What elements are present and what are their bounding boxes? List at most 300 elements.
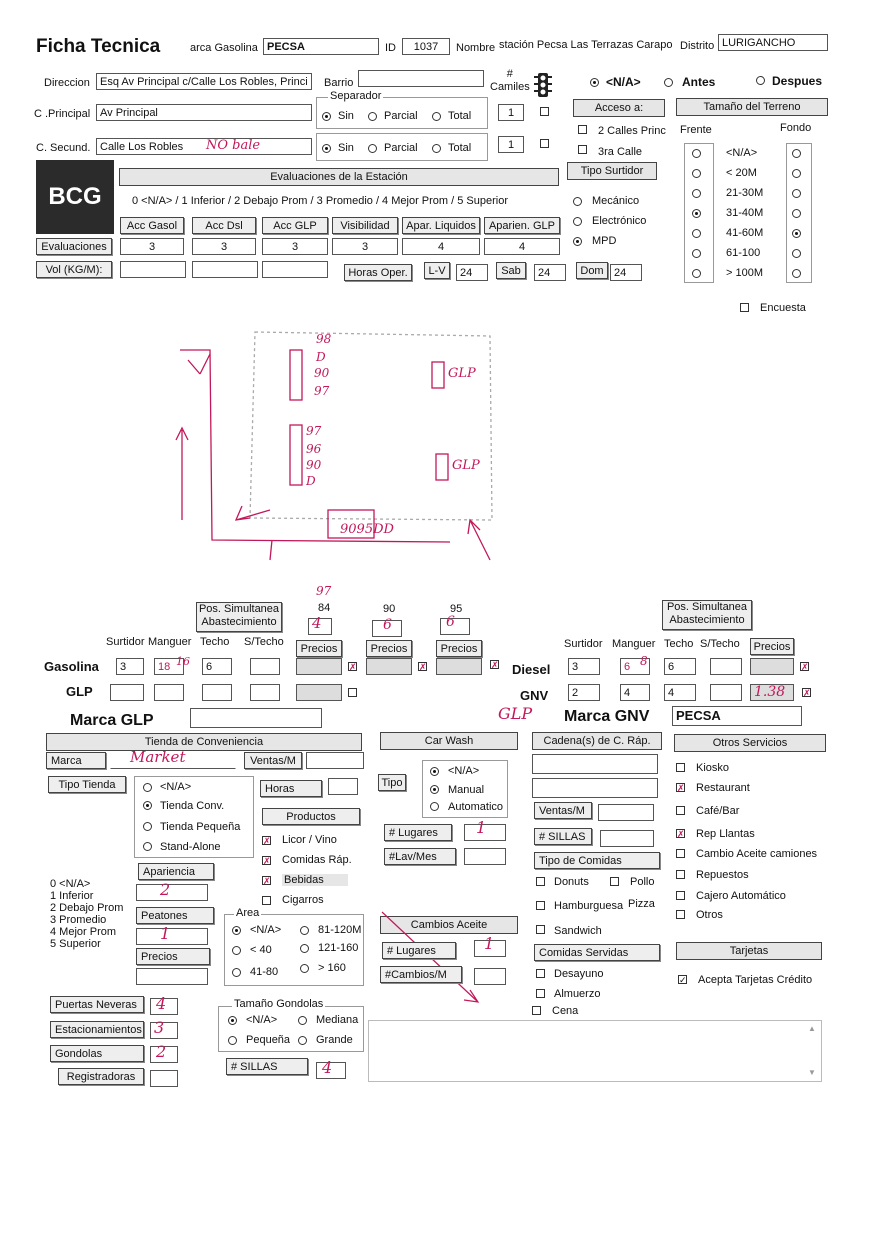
diesel-stecho-field[interactable]	[710, 658, 742, 675]
timing-despues-label: Despues	[772, 74, 823, 88]
sep2-parcial-label: Parcial	[384, 142, 418, 154]
gas-precios-90-header: Precios	[366, 640, 412, 657]
sep1-parcial-radio[interactable]	[368, 112, 377, 121]
cambios-m-field[interactable]	[474, 968, 506, 985]
tipo-comidas-label: Tipo de Comidas	[534, 852, 660, 869]
gas-pos-simul-label: Pos. Simultanea Abastecimiento	[196, 602, 282, 632]
cambios-m-label: #Cambios/M	[380, 966, 462, 983]
area-lt40-label: < 40	[250, 944, 272, 956]
evaluaciones-row-label: Evaluaciones	[36, 238, 112, 255]
tarjetas-header: Tarjetas	[676, 942, 822, 960]
otros-check-1[interactable]: ✗	[677, 783, 685, 793]
vol-field-3[interactable]	[262, 261, 328, 278]
gondola-pequena-radio[interactable]	[228, 1036, 237, 1045]
tienda-horas-field[interactable]	[328, 778, 358, 795]
registradoras-label: Registradoras	[58, 1068, 144, 1085]
comida-hamburguesa-label: Hamburguesa	[554, 900, 624, 912]
barrio-field[interactable]	[358, 70, 484, 87]
encuesta-label: Encuesta	[760, 302, 806, 314]
carwash-automatico-radio[interactable]	[430, 802, 439, 811]
eval-col-label-3: Visibilidad	[332, 217, 398, 234]
surtidor-mpd-label: MPD	[592, 235, 617, 247]
gnv-precio-note: 1.38	[754, 684, 786, 700]
estacionamientos-value: 3	[154, 1018, 165, 1037]
terreno-fondo-radio-1[interactable]	[792, 169, 801, 178]
notes-scroll-down-icon[interactable]: ▼	[808, 1068, 816, 1077]
carwash-na-radio[interactable]	[430, 767, 439, 776]
area-na-label: <N/A>	[250, 924, 282, 936]
comida-pollo-check[interactable]	[610, 877, 619, 886]
apariencia-label: Apariencia	[138, 863, 214, 880]
producto-comidas-check[interactable]: ✗	[263, 856, 271, 866]
terreno-option-label-2: 21-30M	[726, 187, 764, 199]
gas-precio-95-check[interactable]: ✗	[491, 660, 499, 670]
terreno-fondo-label: Fondo	[780, 122, 812, 134]
gnv-stecho-field[interactable]	[710, 684, 742, 701]
site-sketch	[170, 320, 510, 580]
comida-sandwich-check[interactable]	[536, 925, 545, 934]
timing-na-label: <N/A>	[606, 75, 641, 89]
gondolas-label: Gondolas	[50, 1045, 144, 1062]
tienda-ventas-field[interactable]	[306, 752, 364, 769]
nombre-label: Nombre	[456, 42, 496, 54]
eval-col-value-2[interactable]: 3	[262, 238, 328, 255]
camiles-field-2[interactable]: 1	[498, 136, 524, 153]
secund-handwritten-note: NO bale	[206, 138, 261, 153]
otros-check-4[interactable]	[676, 849, 685, 858]
otros-check-5[interactable]	[676, 870, 685, 879]
dom-label: Dom	[576, 262, 608, 279]
col-84-label: 84	[318, 602, 331, 614]
camiles-label: # Camiles	[490, 68, 530, 93]
gas-manguer-header: Manguer	[148, 636, 192, 648]
carwash-automatico-label: Automatico	[448, 801, 504, 813]
cambios-aceite-header: Cambios Aceite	[380, 916, 518, 934]
cambios-strike	[380, 910, 490, 1010]
servida-cena-label: Cena	[552, 1005, 579, 1017]
horas-oper-label: Horas Oper.	[344, 264, 412, 281]
producto-cigarros-check[interactable]	[262, 896, 271, 905]
otros-label-0: Kiosko	[696, 762, 730, 774]
carwash-lugares-value: 1	[476, 818, 487, 837]
surtidor-mecanico-radio[interactable]	[573, 197, 582, 206]
glp-manguer-field[interactable]	[154, 684, 184, 701]
glp-precio-field[interactable]	[296, 684, 342, 701]
terreno-frente-radio-4[interactable]	[692, 229, 701, 238]
gnv-manguer-field[interactable]: 4	[620, 684, 650, 701]
diesel-surtidor-header: Surtidor	[564, 638, 603, 650]
apariencia-value: 2	[160, 880, 171, 899]
otros-label-5: Repuestos	[696, 869, 749, 881]
terreno-option-label-5: 61-100	[726, 247, 761, 259]
eval-col-value-3[interactable]: 3	[332, 238, 398, 255]
comida-pizza-label: Pizza	[628, 898, 655, 910]
acceso-2calles-check[interactable]	[578, 125, 587, 134]
terreno-option-label-4: 41-60M	[726, 227, 764, 239]
gas-stecho-header: S/Techo	[244, 636, 284, 648]
tienda-sillas-value: 4	[322, 1058, 333, 1077]
separador-label: Separador	[330, 90, 382, 102]
otros-label-2: Café/Bar	[696, 805, 740, 817]
surtidor-mecanico-label: Mecánico	[592, 195, 640, 207]
traffic-light-icon	[534, 72, 552, 98]
lv-field[interactable]: 24	[456, 264, 488, 281]
otros-check-7[interactable]	[676, 910, 685, 919]
carwash-na-label: <N/A>	[448, 765, 480, 777]
diesel-pos-simul-label: Pos. Simultanea Abastecimiento	[662, 600, 752, 630]
tienda-sillas-label: # SILLAS	[226, 1058, 308, 1075]
precios-field[interactable]	[136, 968, 208, 985]
puertas-value: 4	[156, 994, 167, 1013]
gondola-na-radio[interactable]	[228, 1016, 237, 1025]
otros-check-0[interactable]	[676, 763, 685, 772]
surtidor-electronico-radio[interactable]	[573, 217, 582, 226]
precios-label: Precios	[136, 948, 210, 965]
peatones-field[interactable]	[136, 928, 208, 945]
gasolina-label: Gasolina	[44, 659, 99, 674]
page-title: Ficha Tecnica	[36, 36, 161, 57]
sep2-sin-radio[interactable]	[322, 144, 331, 153]
tienda-marca-value: Market	[130, 748, 186, 766]
gas-manguer-note: 16	[176, 655, 190, 668]
tarjetas-check[interactable]: ✓	[679, 975, 687, 985]
camiles-field-1[interactable]: 1	[498, 104, 524, 121]
gas-stecho-field[interactable]	[250, 658, 280, 675]
gas-surtidor-field[interactable]: 3	[116, 658, 144, 675]
scale-0: 0 <N/A>	[50, 878, 91, 890]
gnv-techo-field[interactable]: 4	[664, 684, 696, 701]
producto-bebidas-label: Bebidas	[282, 874, 348, 886]
cadena-ventas-label: Ventas/M	[534, 802, 592, 819]
bcg-logo	[36, 160, 114, 234]
terreno-fondo-radio-2[interactable]	[792, 189, 801, 198]
otros-servicios-header: Otros Servicios	[674, 734, 826, 752]
otros-label-4: Cambio Aceite camiones	[696, 848, 818, 860]
camiles-check-1[interactable]	[540, 107, 549, 116]
productos-header: Productos	[262, 808, 360, 825]
carwash-header: Car Wash	[380, 732, 518, 750]
sep1-total-radio[interactable]	[432, 112, 441, 121]
gondola-grande-label: Grande	[316, 1034, 353, 1046]
terreno-frente-radio-5[interactable]	[692, 249, 701, 258]
gas-techo-field[interactable]: 6	[202, 658, 232, 675]
gas-surtidor-header: Surtidor	[106, 636, 145, 648]
tienda-tipo-na-label: <N/A>	[160, 781, 192, 793]
carwash-lavmes-label: #Lav/Mes	[384, 848, 456, 865]
servida-desayuno-check[interactable]	[536, 969, 545, 978]
terreno-fondo-radio-4[interactable]	[792, 229, 801, 238]
terreno-frente-radio-1[interactable]	[692, 169, 701, 178]
estacionamientos-label: Estacionamientos	[50, 1021, 144, 1038]
marca-gasolina-label: arca Gasolina	[190, 42, 258, 54]
notes-scroll-up-icon[interactable]: ▲	[808, 1024, 816, 1033]
diesel-label: Diesel	[512, 662, 551, 677]
sketch-glp-bottom: GLP	[452, 458, 480, 473]
acceso-header: Acceso a:	[573, 99, 665, 117]
scale-2: 2 Debajo Prom	[50, 902, 124, 914]
sep2-total-label: Total	[448, 142, 472, 154]
tienda-horas-label: Horas	[260, 780, 322, 797]
timing-na-radio[interactable]	[590, 78, 599, 87]
sep1-sin-label: Sin	[338, 110, 354, 122]
scale-3: 3 Promedio	[50, 914, 107, 926]
tienda-ventas-label: Ventas/M	[244, 752, 302, 769]
gondola-grande-radio[interactable]	[298, 1036, 307, 1045]
tienda-tipo-pequena-label: Tienda Pequeña	[160, 821, 241, 833]
gas-precio-90-field[interactable]	[366, 658, 412, 675]
eval-col-value-0[interactable]: 3	[120, 238, 184, 255]
col-95-label: 95	[450, 603, 463, 615]
id-field[interactable]: 1037	[402, 38, 450, 55]
cadena-ventas-field[interactable]	[598, 804, 654, 821]
terreno-frente-radio-3[interactable]	[692, 209, 701, 218]
servida-almuerzo-label: Almuerzo	[554, 988, 601, 1000]
glp-surtidor-field[interactable]	[110, 684, 144, 701]
sketch-pump-top-2: D	[316, 350, 326, 364]
gas-97-note: 97	[316, 584, 332, 598]
gas-precios-95-header: Precios	[436, 640, 482, 657]
terreno-fondo-radio-0[interactable]	[792, 149, 801, 158]
tarjetas-label: Acepta Tarjetas Crédito	[698, 974, 813, 986]
sketch-pump-top-3: 90	[314, 366, 330, 380]
glp-techo-field[interactable]	[202, 684, 232, 701]
eval-col-label-0: Acc Gasol	[120, 217, 184, 234]
registradoras-field[interactable]	[150, 1070, 178, 1087]
gondola-pequena-label: Pequeña	[246, 1034, 291, 1046]
sab-field[interactable]: 24	[534, 264, 566, 281]
otros-check-2[interactable]	[676, 806, 685, 815]
cadena-field-2[interactable]	[532, 778, 658, 798]
eval-col-label-5: Aparien. GLP	[484, 217, 560, 234]
producto-licor-check[interactable]: ✗	[263, 836, 271, 846]
surtidor-electronico-label: Electrónico	[592, 215, 647, 227]
terreno-fondo-radio-3[interactable]	[792, 209, 801, 218]
comida-pollo-label: Pollo	[630, 876, 655, 888]
eval-col-value-4[interactable]: 4	[402, 238, 480, 255]
comida-donuts-label: Donuts	[554, 876, 589, 888]
otros-label-6: Cajero Automático	[696, 890, 786, 902]
comida-sandwich-label: Sandwich	[554, 925, 602, 937]
area-na-radio[interactable]	[232, 926, 241, 935]
producto-bebidas-check[interactable]: ✗	[263, 876, 271, 886]
gas-precio-84-field[interactable]	[296, 658, 342, 675]
gondola-na-label: <N/A>	[246, 1014, 278, 1026]
glp-precio-check[interactable]	[348, 688, 357, 697]
diesel-manguer-header: Manguer	[612, 638, 656, 650]
gnv-precio-check[interactable]: ✗	[803, 688, 811, 698]
diesel-techo-field[interactable]: 6	[664, 658, 696, 675]
direccion-field[interactable]: Esq Av Principal c/Calle Los Robles, Princi	[96, 73, 312, 90]
tienda-header: Tienda de Conveniencia	[46, 733, 362, 751]
eval-col-value-1[interactable]: 3	[192, 238, 256, 255]
dom-field[interactable]: 24	[610, 264, 642, 281]
sketch-glp-top: GLP	[448, 366, 476, 381]
servida-desayuno-label: Desayuno	[554, 968, 604, 980]
sep2-sin-label: Sin	[338, 142, 354, 154]
tienda-tipo-pequena-radio[interactable]	[143, 822, 152, 831]
acceso-3racalle-check[interactable]	[578, 145, 587, 154]
area-41-80-radio[interactable]	[232, 968, 241, 977]
diesel-precio-field[interactable]	[750, 658, 794, 675]
nombre-field[interactable]: stación Pecsa Las Terrazas Carapo	[495, 36, 673, 53]
tam-gondolas-label: Tamaño Gondolas	[234, 998, 324, 1010]
carwash-lavmes-field[interactable]	[464, 848, 506, 865]
sab-label: Sab	[496, 262, 526, 279]
area-label: Area	[236, 907, 260, 919]
cadena-sillas-label: # SILLAS	[534, 828, 592, 845]
gas-90-value: 6	[383, 617, 392, 633]
sketch-pump-top-1: 98	[316, 332, 332, 346]
terreno-frente-radio-2[interactable]	[692, 189, 701, 198]
cambios-lugares-label: # Lugares	[382, 942, 456, 959]
diesel-precios-header: Precios	[750, 638, 794, 655]
cadena-header: Cadena(s) de C. Ráp.	[532, 732, 662, 750]
timing-antes-label: Antes	[682, 75, 716, 89]
marca-glp-field[interactable]	[190, 708, 322, 728]
secund-field[interactable]: Calle Los Robles	[96, 138, 312, 155]
gondolas-value: 2	[156, 1042, 167, 1061]
glp-stecho-field[interactable]	[250, 684, 280, 701]
producto-cigarros-label: Cigarros	[282, 894, 324, 906]
gondola-mediana-radio[interactable]	[298, 1016, 307, 1025]
carwash-manual-label: Manual	[448, 784, 485, 796]
carwash-lugares-label: # Lugares	[384, 824, 452, 841]
area-121-160-label: 121-160	[318, 942, 359, 954]
terreno-frente-radio-0[interactable]	[692, 149, 701, 158]
gondola-mediana-label: Mediana	[316, 1014, 359, 1026]
gas-95-value: 6	[446, 614, 455, 630]
scale-5: 5 Superior	[50, 938, 101, 950]
gas-precio-95-field[interactable]	[436, 658, 482, 675]
acceso-2calles-label: 2 Calles Princ	[598, 125, 666, 137]
sep1-sin-radio[interactable]	[322, 112, 331, 121]
gas-techo-header: Techo	[200, 636, 230, 648]
lv-label: L-V	[424, 262, 450, 279]
diesel-manguer-note: 8	[640, 654, 648, 668]
notes-textarea[interactable]	[368, 1020, 822, 1082]
area-81-120-radio[interactable]	[300, 926, 309, 935]
gas-pos-value: 4	[312, 614, 322, 632]
sketch-pump-mid-1: 97	[306, 424, 322, 438]
terreno-option-label-1: < 20M	[726, 167, 757, 179]
scale-4: 4 Mejor Prom	[50, 926, 117, 938]
otros-label-3: Rep Llantas	[696, 828, 755, 840]
terreno-frente-radio-6[interactable]	[692, 269, 701, 278]
sep2-total-radio[interactable]	[432, 144, 441, 153]
id-label: ID	[385, 42, 396, 54]
glp-label: GLP	[66, 684, 93, 699]
terreno-fondo-radio-6[interactable]	[792, 269, 801, 278]
marca-glp-note: GLP	[498, 704, 533, 723]
gas-precio-90-check[interactable]: ✗	[419, 662, 427, 672]
producto-licor-label: Licor / Vino	[282, 834, 337, 846]
secund-label: C. Secund.	[36, 142, 91, 154]
marca-gnv-label: Marca GNV	[564, 708, 650, 725]
vol-label: Vol (KG/M):	[36, 261, 112, 278]
sketch-pump-mid-4: D	[306, 474, 316, 488]
otros-check-6[interactable]	[676, 891, 685, 900]
carwash-tipo-label: Tipo	[378, 774, 406, 791]
area-gt160-radio[interactable]	[300, 964, 309, 973]
camiles-check-2[interactable]	[540, 139, 549, 148]
surtidor-mpd-radio[interactable]	[573, 237, 582, 246]
tienda-tipo-standalone-label: Stand-Alone	[160, 841, 221, 853]
sketch-pump-mid-3: 90	[306, 458, 322, 472]
area-gt160-label: > 160	[318, 962, 346, 974]
otros-check-3[interactable]: ✗	[677, 829, 685, 839]
comida-hamburguesa-check[interactable]	[536, 901, 545, 910]
encuesta-check[interactable]	[740, 303, 749, 312]
diesel-stecho-header: S/Techo	[700, 638, 740, 650]
comida-donuts-check[interactable]	[536, 877, 545, 886]
servida-cena-check[interactable]	[532, 1006, 541, 1015]
gnv-label: GNV	[520, 688, 549, 703]
distrito-label: Distrito	[680, 40, 715, 52]
cambios-lugares-value: 1	[484, 934, 495, 953]
tienda-tipo-standalone-radio[interactable]	[143, 842, 152, 851]
tienda-marca-label: Marca	[46, 752, 106, 769]
gas-precio-84-check[interactable]: ✗	[349, 662, 357, 672]
area-lt40-radio[interactable]	[232, 946, 241, 955]
gnv-surtidor-field[interactable]: 2	[568, 684, 600, 701]
principal-field[interactable]: Av Principal	[96, 104, 312, 121]
carwash-manual-radio[interactable]	[430, 785, 439, 794]
diesel-precio-check[interactable]: ✗	[801, 662, 809, 672]
scale-1: 1 Inferior	[50, 890, 94, 902]
otros-label-1: Restaurant	[696, 782, 750, 794]
timing-despues-radio[interactable]	[756, 76, 765, 85]
area-41-80-label: 41-80	[250, 966, 279, 978]
tienda-tipo-conv-radio[interactable]	[143, 801, 152, 810]
tienda-tipo-label: Tipo Tienda	[48, 776, 126, 793]
gas-manguer-field[interactable]: 18	[154, 658, 184, 675]
gas-precios-84-header: Precios	[296, 640, 342, 657]
area-121-160-radio[interactable]	[300, 944, 309, 953]
bcg-logo-text: BCG	[48, 183, 102, 210]
rating-scale-legend	[50, 878, 123, 950]
vol-field-2[interactable]	[192, 261, 258, 278]
apariencia-field[interactable]	[136, 884, 208, 901]
servida-almuerzo-check[interactable]	[536, 989, 545, 998]
comidas-servidas-label: Comidas Servidas	[534, 944, 660, 961]
marca-glp-label: Marca GLP	[70, 712, 154, 729]
tienda-tipo-na-radio[interactable]	[143, 783, 152, 792]
sketch-pump-top-4: 97	[314, 384, 330, 398]
distrito-field[interactable]: LURIGANCHO	[718, 34, 828, 51]
puertas-label: Puertas Neveras	[50, 996, 144, 1013]
peatones-value: 1	[160, 924, 171, 943]
diesel-techo-header: Techo	[664, 638, 694, 650]
terreno-header: Tamaño del Terreno	[676, 98, 828, 116]
direccion-label: Direccion	[44, 77, 90, 89]
eval-col-value-5[interactable]: 4	[484, 238, 560, 255]
marca-gasolina-field[interactable]: PECSA	[263, 38, 379, 55]
sep2-parcial-radio[interactable]	[368, 144, 377, 153]
tipo-surtidor-header: Tipo Surtidor	[567, 162, 657, 180]
diesel-manguer-field[interactable]: 6	[620, 658, 650, 675]
cadena-field-1[interactable]	[532, 754, 658, 774]
producto-comidas-label: Comidas Ráp.	[282, 854, 352, 866]
cadena-sillas-field[interactable]	[600, 830, 654, 847]
marca-gnv-field[interactable]: PECSA	[672, 706, 802, 726]
eval-col-label-2: Acc GLP	[262, 217, 328, 234]
timing-antes-radio[interactable]	[664, 78, 673, 87]
sep1-parcial-label: Parcial	[384, 110, 418, 122]
terreno-fondo-radio-5[interactable]	[792, 249, 801, 258]
gas-95-field[interactable]	[440, 618, 470, 635]
vol-field-1[interactable]	[120, 261, 186, 278]
diesel-surtidor-field[interactable]: 3	[568, 658, 600, 675]
